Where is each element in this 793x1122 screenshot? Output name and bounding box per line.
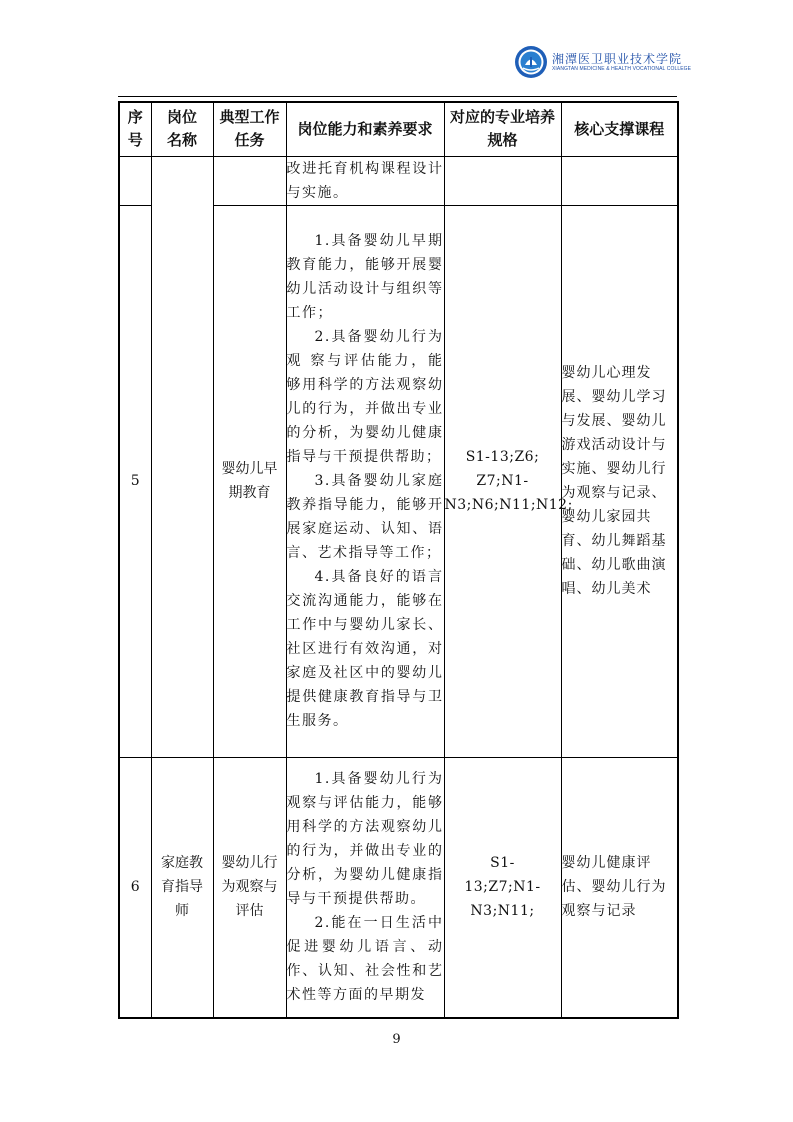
requirement-text: 1.具备婴幼儿早期教育能力，能够开展婴幼儿活动设计与组织等工作； xyxy=(286,233,444,321)
row-task xyxy=(213,156,286,205)
row-requirements xyxy=(286,757,444,1018)
table-header-row xyxy=(119,102,678,156)
row-requirements xyxy=(286,156,444,205)
table-row xyxy=(119,156,678,205)
header-courses: 核心支撑课程 xyxy=(561,102,678,156)
college-emblem-icon xyxy=(514,45,548,79)
requirement-text: 1.具备婴幼儿行为观察与评估能力，能够用科学的方法观察幼儿的行为，并做出专业的分析，为婴幼儿健康指导与干预提供帮助。 xyxy=(286,771,444,908)
position-requirements-table xyxy=(118,101,679,1019)
row-spec: S1-13;Z7;N1-N3;N11; xyxy=(444,757,561,1018)
college-logo xyxy=(514,44,692,80)
requirement-text: 改进托育机构课程设计与实施。 xyxy=(286,160,444,201)
logo-english-name: XIANGTAN MEDICINE & HEALTH VOCATIONAL COLLEGE xyxy=(552,65,692,72)
table-row xyxy=(119,757,678,1018)
row-task: 婴幼儿行为观察与评估 xyxy=(213,757,286,1018)
header-no: 序号 xyxy=(119,102,151,156)
requirement-text: 3.具备婴幼儿家庭教养指导能力，能够开展家庭运动、认知、语言、艺术指导等工作； xyxy=(286,473,444,561)
header-requirements: 岗位能力和素养要求 xyxy=(286,102,444,156)
row-courses: 婴幼儿健康评估、婴幼儿行为观察与记录 xyxy=(561,757,678,1018)
header-divider xyxy=(118,96,677,97)
row-position: 家庭教育指导师 xyxy=(151,757,213,1018)
row-position xyxy=(151,156,213,757)
row-no xyxy=(119,156,151,205)
row-requirements xyxy=(286,205,444,757)
header-spec: 对应的专业培养规格 xyxy=(444,102,561,156)
logo-chinese-name: 湘潭医卫职业技术学院 xyxy=(552,51,683,66)
header-task: 典型工作任务 xyxy=(213,102,286,156)
row-courses: 婴幼儿心理发展、婴幼儿学习与发展、婴幼儿游戏活动设计与实施、婴幼儿行为观察与记录、婴幼儿家园共育、幼儿舞蹈基础、幼儿歌曲演唱、幼儿美术 xyxy=(561,205,678,757)
row-spec: S1-13;Z6; Z7;N1-N3;N6;N11;N12; xyxy=(444,205,561,757)
page-number: 9 xyxy=(392,1032,401,1047)
row-spec xyxy=(444,156,561,205)
header-position: 岗位名称 xyxy=(151,102,213,156)
row-courses xyxy=(561,156,678,205)
requirement-text: 2.能在一日生活中促进婴幼儿语言、动作、认知、社会性和艺术性等方面的早期发 xyxy=(286,915,444,1004)
row-no: 6 xyxy=(119,757,151,1018)
row-task: 婴幼儿早期教育 xyxy=(213,205,286,757)
row-no: 5 xyxy=(119,205,151,757)
requirement-text: 2.具备婴幼儿行为观 察与评估能力，能够用科学的方法观察幼儿的行为，并做出专业的分析，为婴幼儿健康指导与干预提供帮助； xyxy=(286,329,444,465)
requirement-text: 4.具备良好的语言交流沟通能力，能够在工作中与婴幼儿家长、社区进行有效沟通，对家庭及社区中的婴幼儿 提供健康教育指导与卫生服务。 xyxy=(286,569,444,729)
